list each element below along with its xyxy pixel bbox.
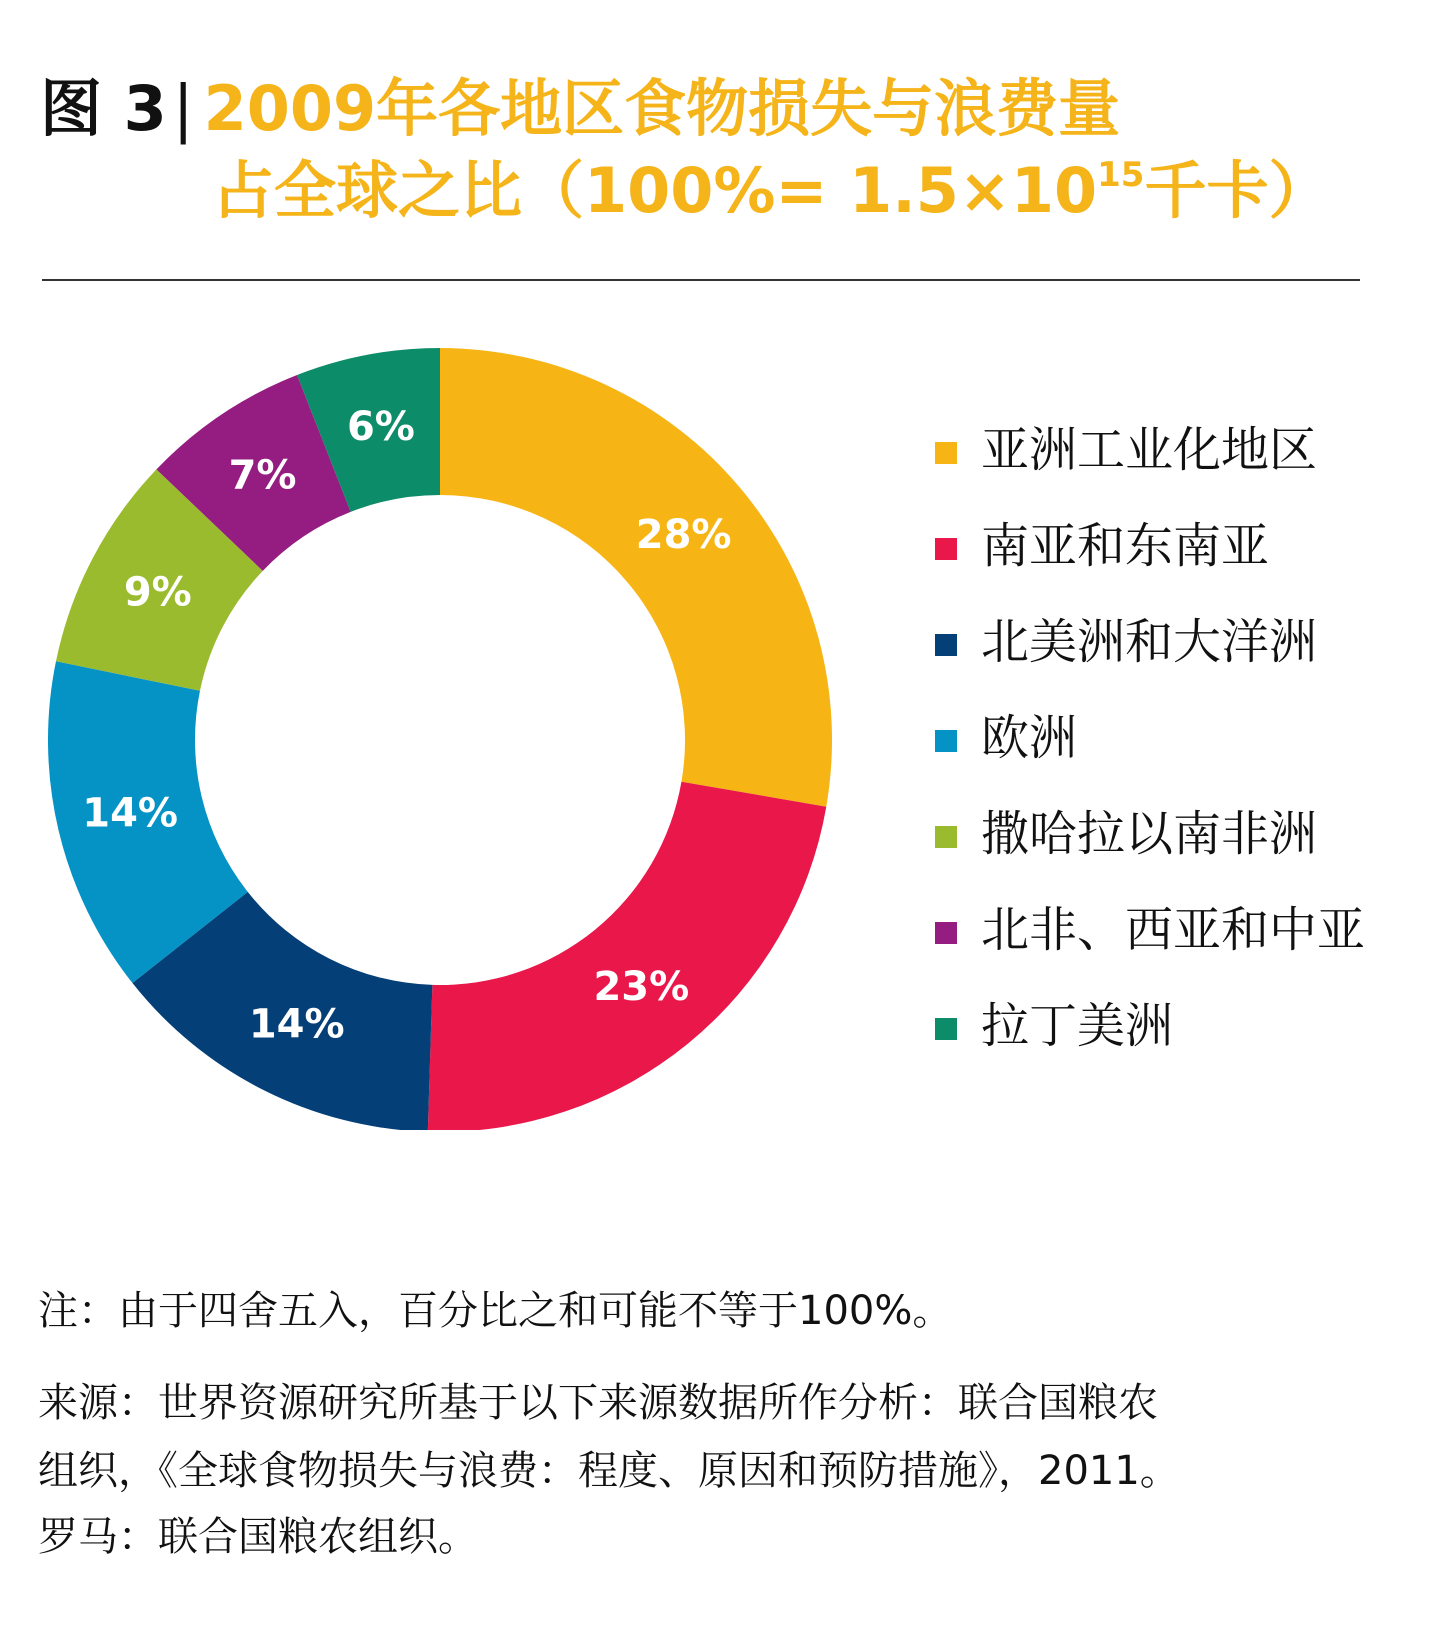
source-line-3: 罗马：联合国粮农组织。 bbox=[38, 1514, 478, 1560]
title-line2-prefix: 占全球之比（100%= 1.5×10 bbox=[212, 154, 1098, 227]
title-row bbox=[40, 70, 1120, 148]
source-line-1: 来源：世界资源研究所基于以下来源数据所作分析：联合国粮农 bbox=[38, 1380, 1158, 1426]
chart-title-line2 bbox=[212, 152, 1330, 230]
legend-swatch bbox=[935, 1018, 957, 1040]
donut-slice-2 bbox=[428, 782, 826, 1130]
slice-label-1: 28% bbox=[635, 511, 732, 558]
title-separator: | bbox=[172, 72, 194, 145]
rounding-note: 注：由于四舍五入，百分比之和可能不等于100%。 bbox=[38, 1288, 953, 1334]
legend-swatch bbox=[935, 442, 957, 464]
donut-chart bbox=[0, 330, 880, 1130]
figure-label: 图 3 bbox=[40, 72, 167, 145]
legend-label: 南亚和东南亚 bbox=[981, 518, 1270, 574]
slice-label-4: 14% bbox=[82, 790, 179, 837]
legend-swatch bbox=[935, 826, 957, 848]
legend-label: 撒哈拉以南非洲 bbox=[981, 806, 1318, 862]
title-exponent: 15 bbox=[1097, 155, 1145, 195]
legend-label: 拉丁美洲 bbox=[981, 998, 1174, 1054]
donut-slice-1 bbox=[440, 348, 832, 807]
chart-title-line1: 2009年各地区食物损失与浪费量 bbox=[203, 72, 1121, 145]
legend-label: 北非、西亚和中亚 bbox=[981, 902, 1366, 958]
legend-swatch bbox=[935, 922, 957, 944]
legend-swatch bbox=[935, 634, 957, 656]
header-divider bbox=[42, 279, 1360, 281]
legend-swatch bbox=[935, 730, 957, 752]
source-line-2: 组织，《全球食物损失与浪费：程度、原因和预防措施》，2011。 bbox=[38, 1448, 1180, 1494]
slice-label-5: 9% bbox=[123, 569, 192, 616]
slice-label-7: 6% bbox=[346, 404, 415, 451]
slice-label-3: 14% bbox=[248, 1001, 345, 1048]
legend-swatch bbox=[935, 538, 957, 560]
legend-label: 北美洲和大洋洲 bbox=[981, 614, 1318, 670]
legend-label: 欧洲 bbox=[981, 710, 1078, 766]
slice-label-6: 7% bbox=[228, 452, 297, 499]
slice-label-2: 23% bbox=[593, 963, 690, 1010]
legend-label: 亚洲工业化地区 bbox=[981, 422, 1318, 478]
title-line2-suffix: 千卡） bbox=[1144, 154, 1331, 227]
